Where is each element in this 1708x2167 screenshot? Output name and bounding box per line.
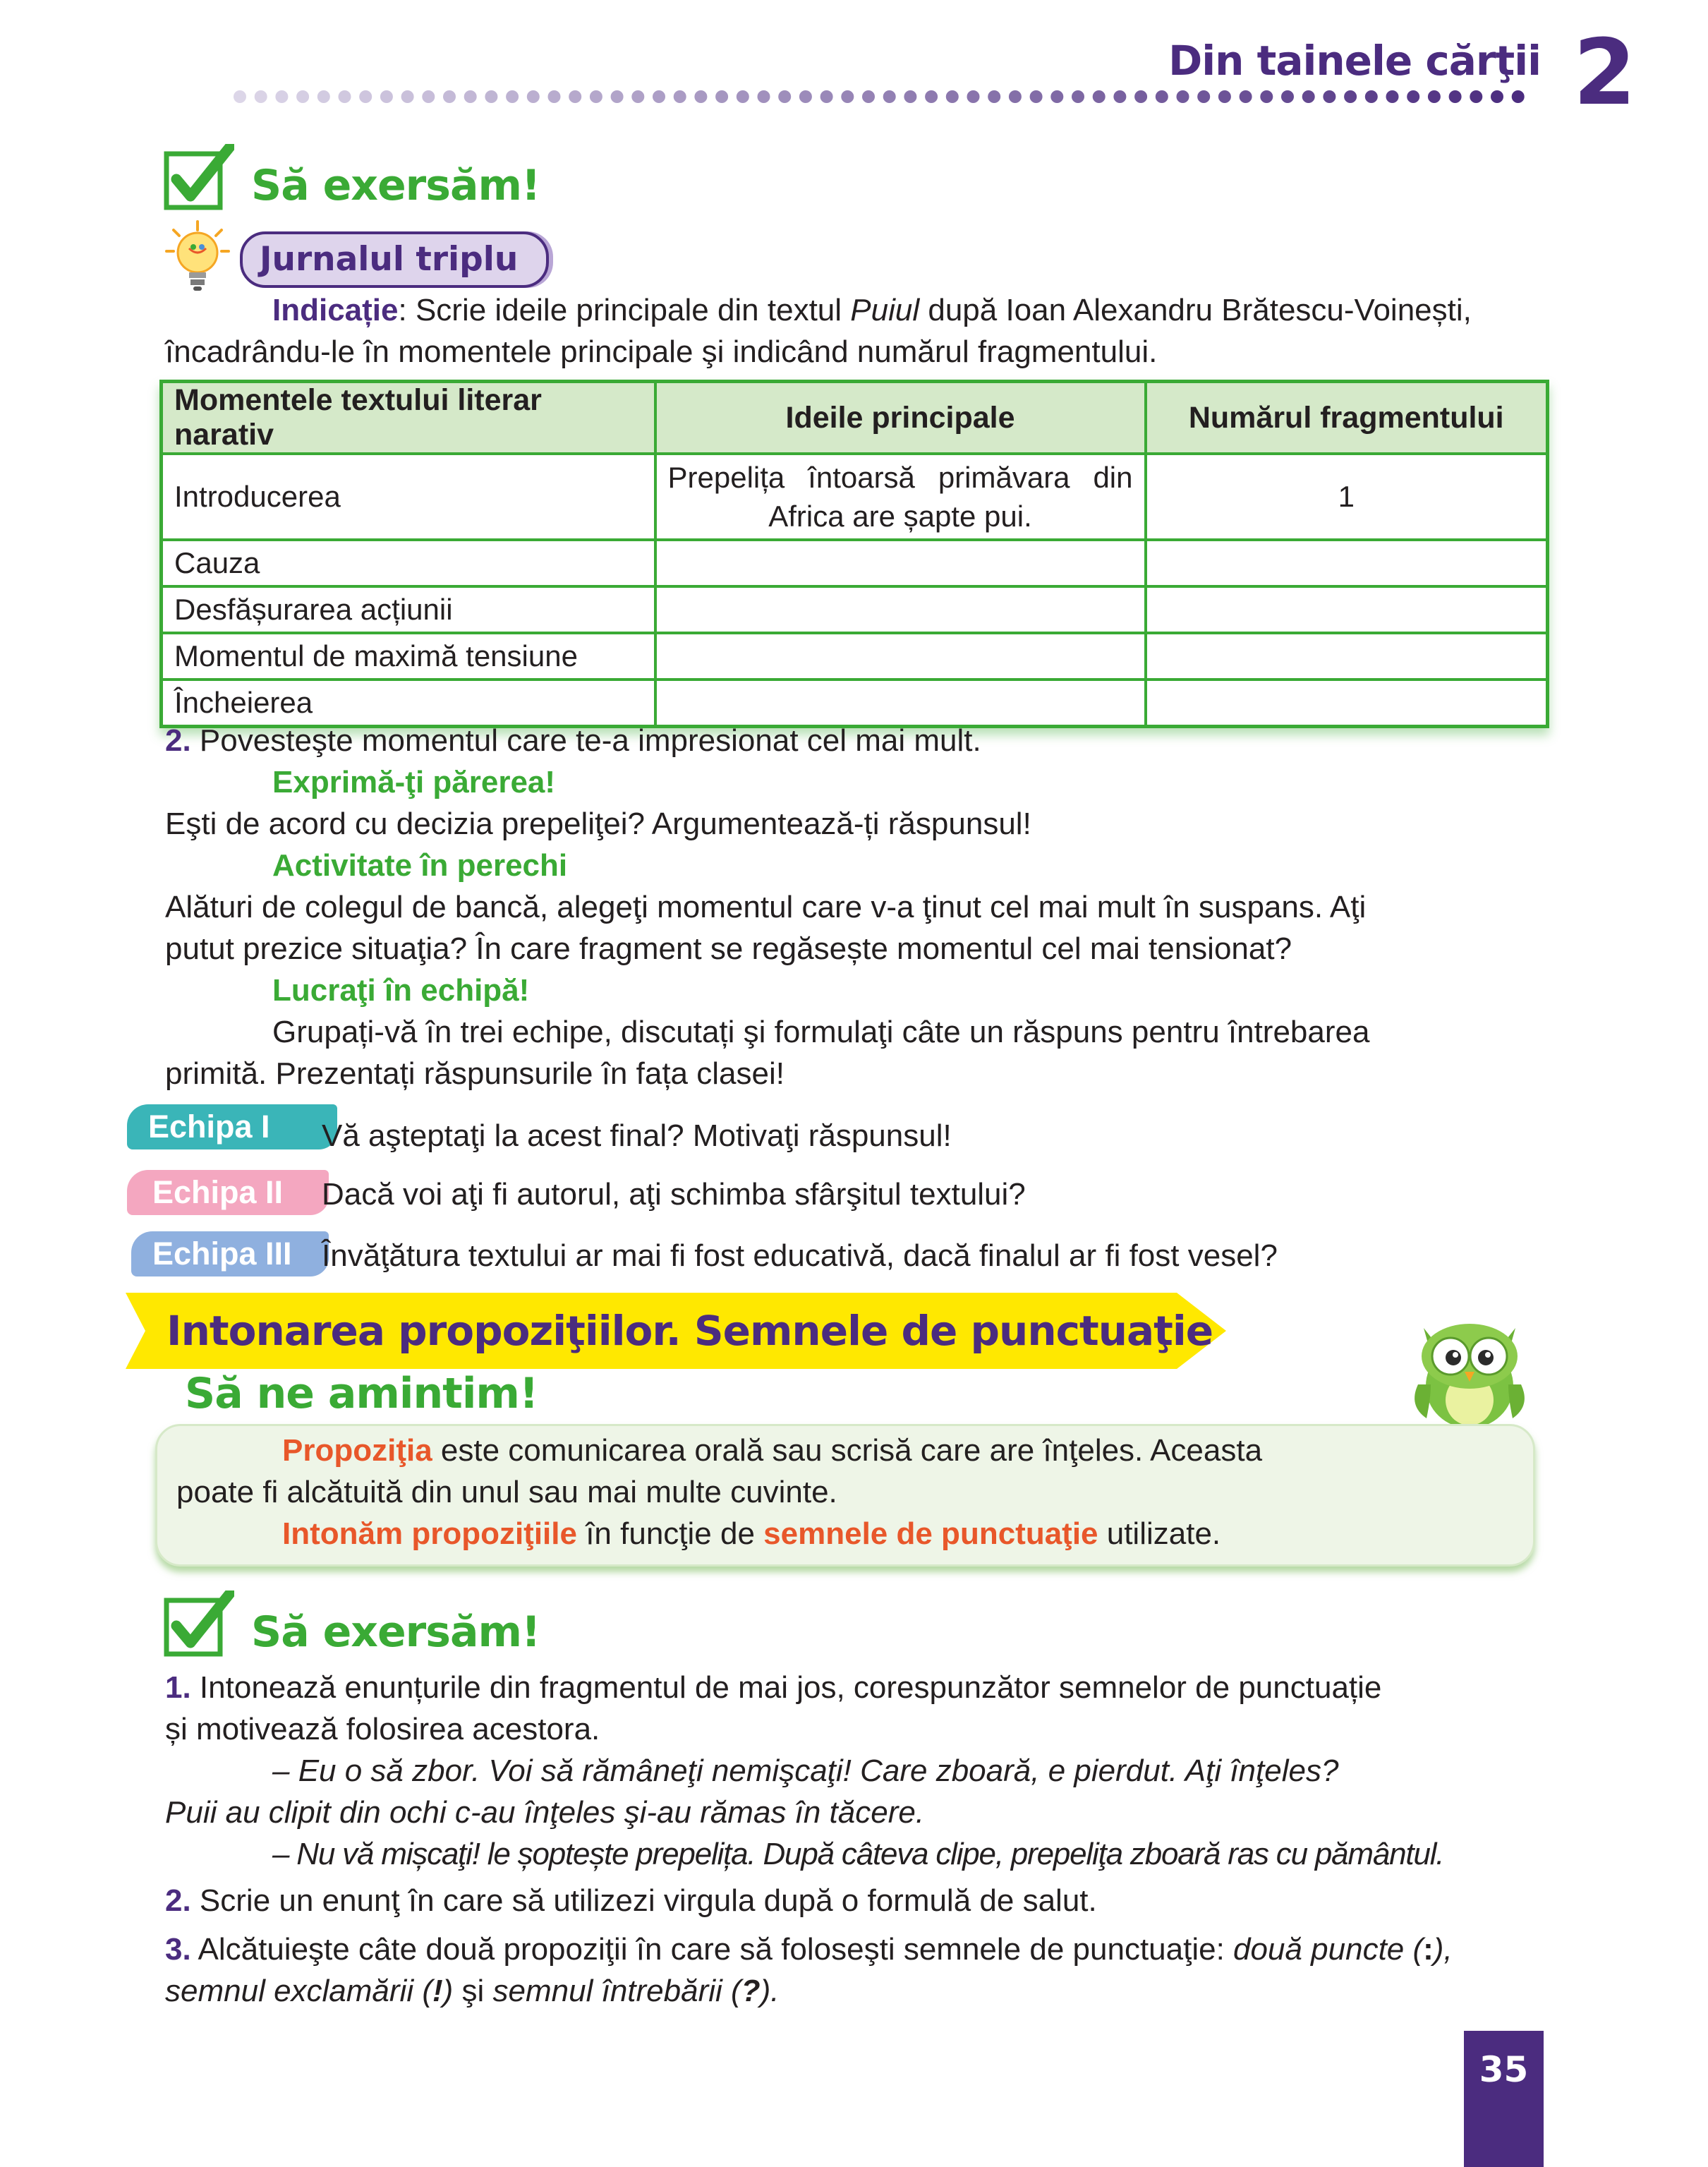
divider-dot xyxy=(1281,90,1294,103)
divider-dot xyxy=(234,90,246,103)
express-opinion-text: Eşti de acord cu decizia prepeliţei? Argumentează-ți răspunsul! xyxy=(165,807,1031,841)
divider-dot xyxy=(401,90,414,103)
divider-dot xyxy=(631,90,644,103)
table-cell[interactable] xyxy=(1146,586,1548,633)
indication-label: Indicație xyxy=(272,293,399,327)
task-text: şi xyxy=(461,1974,485,2008)
divider-dot xyxy=(1072,90,1084,103)
team-1-question: Vă aşteptaţi la acest final? Motivaţi răspunsul! xyxy=(322,1118,952,1153)
definition-line-2: poate fi alcătuită din unul sau mai multe cuvinte. xyxy=(176,1475,837,1509)
divider-dot xyxy=(946,90,959,103)
divider-dot xyxy=(674,90,686,103)
table-row xyxy=(162,540,1548,586)
dotted-divider xyxy=(233,87,1538,106)
task-text: Alcătuieşte câte două propoziţii în care să foloseşti semnele de punctuaţie: xyxy=(190,1932,1234,1967)
definition-text: utilizate. xyxy=(1098,1516,1221,1551)
section-title-exercise: Să exersăm! xyxy=(251,161,540,210)
task-text: Intonează enunțurile din fragmentul de mai jos, corespunzător semnelor de punctuație xyxy=(190,1670,1382,1705)
divider-dot xyxy=(820,90,833,103)
badge-triple-journal: Jurnalul triplu xyxy=(240,231,549,288)
table-header-row xyxy=(162,382,1548,454)
quote-line-2: Puii au clipit din ochi c-au înţeles şi-au rămas în tăcere. xyxy=(165,1795,925,1830)
definition-term: Propoziţia xyxy=(282,1433,432,1468)
table-row xyxy=(162,633,1548,680)
table-cell: Momentul de maximă tensiune xyxy=(162,633,655,680)
divider-dot xyxy=(694,90,707,103)
divider-dot xyxy=(422,90,435,103)
checkmark-icon xyxy=(164,144,234,215)
task-number: 2. xyxy=(165,1883,191,1918)
triple-journal-table xyxy=(159,380,1549,728)
pairs-activity-text-2: putut prezice situaţia? În care fragment se regăsește momentul cel mai tensionat? xyxy=(165,931,1292,966)
divider-dot xyxy=(799,90,812,103)
divider-dot xyxy=(1093,90,1106,103)
divider-dot xyxy=(1407,90,1419,103)
exercise-2 xyxy=(165,1880,1097,1921)
express-opinion-title: Exprimă-ţi părerea! xyxy=(272,765,556,799)
remember-title: Să ne amintim! xyxy=(185,1369,538,1418)
divider-dot xyxy=(841,90,854,103)
divider-dot xyxy=(1113,90,1126,103)
divider-dot xyxy=(569,90,581,103)
divider-dot xyxy=(1218,90,1231,103)
owl-icon xyxy=(1403,1307,1537,1431)
table-cell xyxy=(655,454,1146,540)
team-work-text-1: Grupați-vă în trei echipe, discutați şi formulaţi câte un răspuns pentru întrebarea xyxy=(272,1015,1370,1049)
quote-line-1: – Eu o să zbor. Voi să rămâneţi nemişcaţi! Care zboară, e pierdut. Aţi înţeles? xyxy=(272,1753,1339,1788)
definition-line-3 xyxy=(282,1513,1221,1555)
divider-dot xyxy=(485,90,497,103)
divider-dot xyxy=(653,90,665,103)
task-italic: semnul întrebării ( xyxy=(484,1974,741,2008)
divider-dot xyxy=(1302,90,1315,103)
definition-text: în funcţie de xyxy=(576,1516,764,1551)
exercise-1-line-2: și motivează folosirea acestora. xyxy=(165,1712,600,1746)
divider-dot xyxy=(1260,90,1273,103)
divider-dot xyxy=(506,90,519,103)
banner-title: Intonarea propoziţiilor. Semnele de punctuaţie xyxy=(166,1307,1213,1355)
divider-dot xyxy=(1050,90,1063,103)
divider-dot xyxy=(1134,90,1147,103)
divider-dot xyxy=(275,90,288,103)
table-cell[interactable] xyxy=(655,586,1146,633)
divider-dot xyxy=(988,90,1000,103)
divider-dot xyxy=(778,90,791,103)
team-2-question: Dacă voi aţi fi autorul, aţi schimba sfârşitul textului? xyxy=(322,1177,1026,1212)
punctuation-mark: ! xyxy=(432,1974,443,2008)
divider-dot xyxy=(1240,90,1252,103)
definition-text: este comunicarea orală sau scrisă care are înţeles. Aceasta xyxy=(432,1433,1263,1468)
task-number: 2. xyxy=(165,723,191,758)
indication-text: : Scrie ideile principale din textul xyxy=(398,293,851,327)
divider-dot xyxy=(527,90,540,103)
divider-dot xyxy=(1365,90,1378,103)
task-italic: semnul exclamării ( xyxy=(165,1974,432,2008)
divider-dot xyxy=(1030,90,1043,103)
quote-line-3: – Nu vă mișcaţi! le șoptește prepelița. După câteva clipe, prepeliţa zboară ras cu pământul. xyxy=(272,1837,1444,1871)
table-header: Numărul fragmentului xyxy=(1146,382,1548,454)
task-number: 1. xyxy=(165,1670,191,1705)
team-work-text-2: primită. Prezentați răspunsurile în fața clasei! xyxy=(165,1056,785,1091)
divider-dot xyxy=(1491,90,1503,103)
table-cell[interactable] xyxy=(1146,633,1548,680)
table-cell[interactable] xyxy=(1146,680,1548,727)
divider-dot xyxy=(590,90,602,103)
table-row xyxy=(162,454,1548,540)
text-title-italic: Puiul xyxy=(850,293,920,327)
table-cell[interactable] xyxy=(1146,540,1548,586)
table-header: Ideile principale xyxy=(655,382,1146,454)
task-italic: ), xyxy=(1433,1932,1453,1967)
divider-dot xyxy=(443,90,456,103)
divider-dot xyxy=(255,90,267,103)
team-3-badge: Echipa III xyxy=(131,1231,329,1276)
pairs-activity-title: Activitate în perechi xyxy=(272,848,568,883)
divider-dot xyxy=(967,90,980,103)
punctuation-mark: : xyxy=(1423,1932,1434,1967)
chapter-number: 2 xyxy=(1573,20,1637,126)
divider-dot xyxy=(1323,90,1335,103)
divider-dot xyxy=(904,90,916,103)
divider-dot xyxy=(1386,90,1399,103)
divider-dot xyxy=(317,90,330,103)
divider-dot xyxy=(380,90,393,103)
table-cell[interactable] xyxy=(655,633,1146,680)
table-cell: Încheierea xyxy=(162,680,655,727)
definition-term: Intonăm propoziţiile xyxy=(282,1516,577,1551)
table-cell-text: Prepelița întoarsă primăvara din Africa are șapte pui. xyxy=(667,461,1133,533)
divider-dot xyxy=(1009,90,1022,103)
table-cell: Cauza xyxy=(162,540,655,586)
definition-term: semnele de punctuaţie xyxy=(763,1516,1098,1551)
divider-dot xyxy=(862,90,875,103)
definition-line-1 xyxy=(282,1430,1262,1471)
divider-dot xyxy=(737,90,749,103)
punctuation-mark: ? xyxy=(741,1974,761,2008)
divider-dot xyxy=(611,90,624,103)
indication-line-1 xyxy=(272,289,1542,331)
divider-dot xyxy=(925,90,938,103)
divider-dot xyxy=(1428,90,1441,103)
section-title-exercise-2: Să exersăm! xyxy=(251,1607,540,1657)
table-cell[interactable] xyxy=(655,540,1146,586)
team-3-question: Învăţătura textului ar mai fi fost educativă, dacă finalul ar fi fost vesel? xyxy=(322,1238,1278,1273)
team-2-badge: Echipa II xyxy=(127,1170,329,1215)
divider-dot xyxy=(548,90,561,103)
team-1-badge: Echipa I xyxy=(127,1104,337,1149)
indication-line-2: încadrându-le în momentele principale şi indicând numărul fragmentului. xyxy=(165,334,1158,369)
task-italic: două puncte ( xyxy=(1233,1932,1424,1967)
pairs-activity-text-1: Alături de colegul de bancă, alegeţi momentul care v-a ţinut cel mai mult în suspans. Aţi xyxy=(165,890,1367,924)
divider-dot xyxy=(1177,90,1189,103)
chapter-title: Din tainele cărţii xyxy=(1168,37,1541,85)
divider-dot xyxy=(296,90,309,103)
divider-dot xyxy=(1344,90,1357,103)
exercise-3-line-2 xyxy=(165,1970,779,2012)
team-work-title: Lucraţi în echipă! xyxy=(272,973,530,1008)
divider-dot xyxy=(1470,90,1482,103)
table-cell: Introducerea xyxy=(162,454,655,540)
divider-dot xyxy=(464,90,477,103)
divider-dot xyxy=(1156,90,1168,103)
lightbulb-icon xyxy=(164,220,231,295)
divider-dot xyxy=(339,90,351,103)
table-header: Momentele textului literar narativ xyxy=(162,382,655,454)
divider-dot xyxy=(758,90,770,103)
table-row xyxy=(162,586,1548,633)
divider-dot xyxy=(1197,90,1210,103)
task-number: 3. xyxy=(165,1932,191,1967)
divider-dot xyxy=(1449,90,1462,103)
task-italic: ) xyxy=(442,1974,462,2008)
exercise-1-line-1 xyxy=(165,1667,1381,1708)
divider-dot xyxy=(715,90,728,103)
divider-dot xyxy=(883,90,896,103)
divider-dot xyxy=(1512,90,1525,103)
task-2 xyxy=(165,720,981,761)
task-text: Povesteşte momentul care te-a impresionat cel mai mult. xyxy=(190,723,981,758)
exercise-3-line-1 xyxy=(165,1928,1453,1970)
table-cell: Desfășurarea acțiunii xyxy=(162,586,655,633)
indication-text-cont: după Ioan Alexandru Brătescu-Voinești, xyxy=(919,293,1472,327)
task-italic: ). xyxy=(760,1974,780,2008)
task-text: Scrie un enunţ în care să utilizezi virgula după o formulă de salut. xyxy=(190,1883,1097,1918)
table-cell: 1 xyxy=(1146,454,1548,540)
page-number: 35 xyxy=(1464,2031,1544,2167)
checkmark-icon xyxy=(164,1590,234,1661)
divider-dot xyxy=(359,90,372,103)
